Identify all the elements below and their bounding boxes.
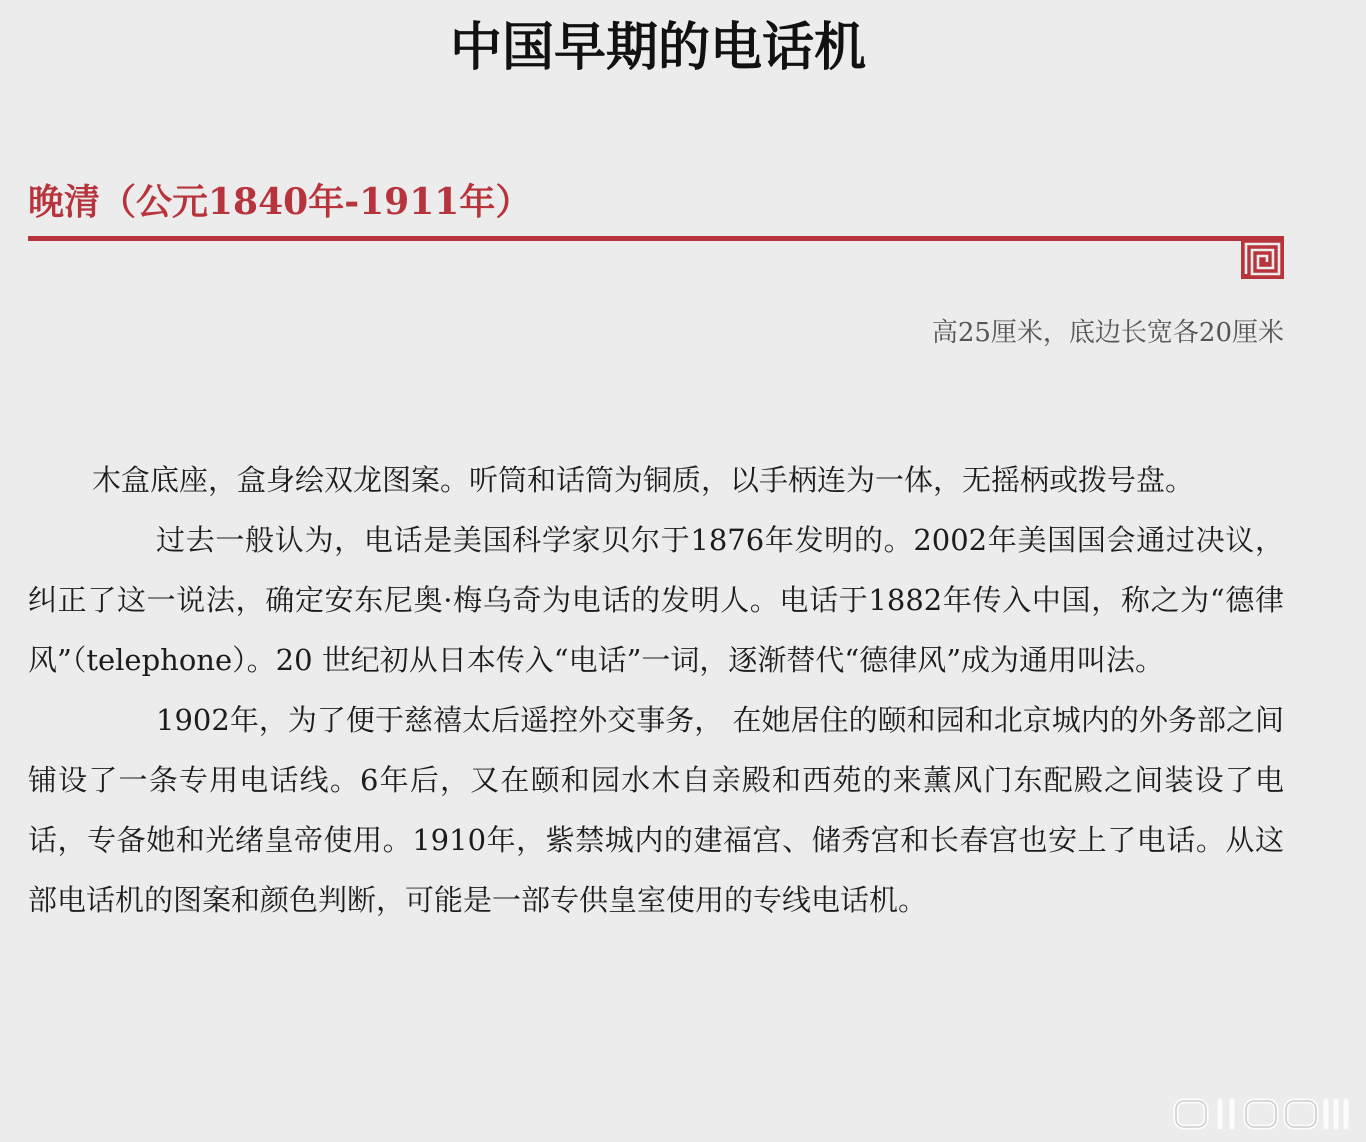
fret-corner-icon: [1241, 238, 1284, 279]
section-heading: 晚清（公元1840年-1911年）: [28, 181, 532, 223]
page-title: 中国早期的电话机: [449, 18, 866, 78]
section-divider: [28, 236, 1284, 241]
paragraph-history: 过去一般认为，电话是美国科学家贝尔于1876年发明的。2002年美国国会通过决议，纠正了这一说法，确定安东尼奥·梅乌奇为电话的发明人。电话于1882年传入中国，称之为“德律风”（telephone）。20 世纪初从日本传入“电话”一词，逐渐替代“德律风”成为通用叫法。: [28, 523, 1284, 677]
paragraph-imperial-use: 1902年，为了便于慈禧太后遥控外交事务， 在她居住的颐和园和北京城内的外务部之间铺设了一条专用电话线。6年后，又在颐和园水木自亲殿和西苑的来薰风门东配殿之间装设了电话，专备她和光绪皇帝使用。1910年，紫禁城内的建福宫、储秀宫和长春宫也安上了电话。从这部电话机的图案和颜色判断，可能是一部专供皇室使用的专线电话机。: [28, 703, 1284, 917]
article-body: [28, 450, 1284, 930]
watermark-logo-icon: [1170, 1093, 1360, 1133]
artifact-dimensions-caption: 高25厘米，底边长宽各20厘米: [931, 318, 1284, 348]
paragraph-description: 木盒底座，盒身绘双龙图案。听筒和话筒为铜质，以手柄连为一体，无摇柄或拨号盘。: [92, 463, 1195, 497]
